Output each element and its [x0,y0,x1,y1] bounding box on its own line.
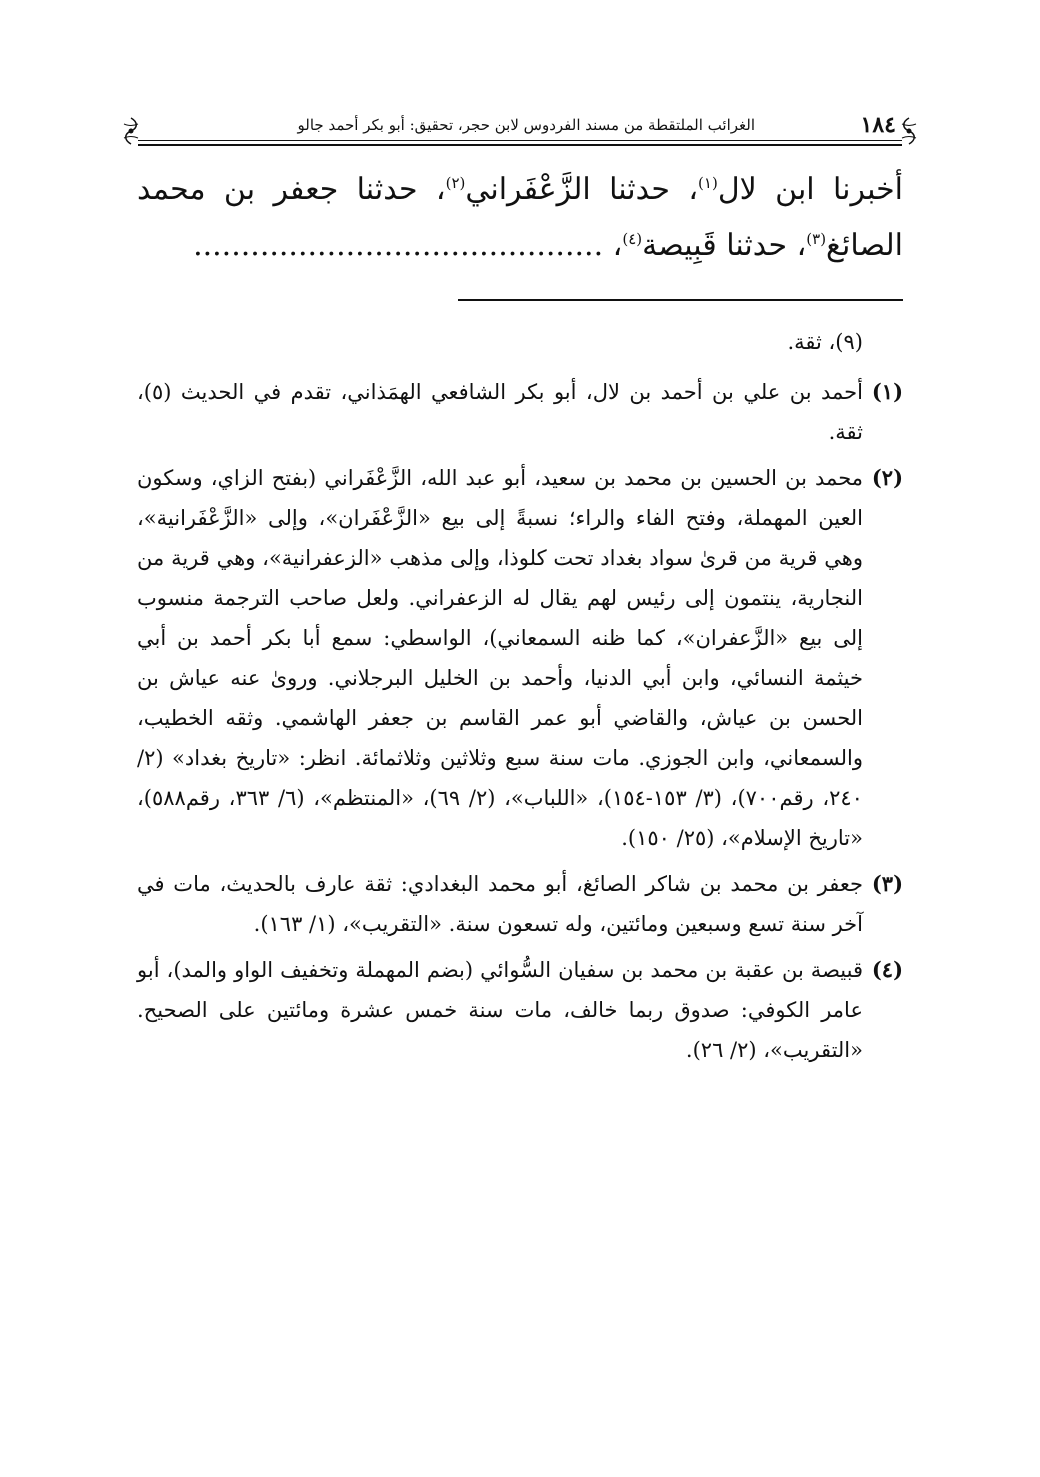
footnote-text: أحمد بن علي بن أحمد بن لال، أبو بكر الشافعي الهمَذاني، تقدم في الحديث (٥)، ثقة. [137,380,863,444]
main-text-segment: الصائغ [826,228,903,263]
header-rule [138,140,902,141]
footnote-ref-2[interactable]: (٢) [445,174,466,192]
main-text-segment: ، حدثنا الزَّعْفَراني [465,172,699,207]
footnote-number: (١) [871,379,903,404]
footnote-text: قبيصة بن عقبة بن محمد بن سفيان السُّوائي (بضم المهملة وتخفيف الواو والمد)، أبو عامر الكوفي: صدوق ربما خالف، مات سنة خمس عشرة ومائتين على الصحيح. «التقريب»، (٢/ ٢٦). [137,958,863,1062]
footnotes [137,322,903,1076]
footnote-1 [137,372,903,452]
main-text-segment: ، [603,228,623,263]
header-rule-thick [138,144,902,146]
footnote-number: (٢) [871,465,903,490]
page-header [120,110,920,150]
footnote-continued: (٩)، ثقة. [787,330,863,354]
main-text-segment: ، حدثنا قَبِيصة [642,228,807,263]
ellipsis-dots: ........................................... [193,228,604,263]
main-text-segment: ، حدثنا جعفر بن محمد [137,172,446,207]
ornament-right-icon [898,116,920,146]
footnote-4 [137,950,903,1070]
main-text [137,162,903,274]
footnote-3 [137,864,903,944]
footnote-ref-3[interactable]: (٣) [806,230,827,248]
footnote-ref-4[interactable]: (٤) [622,230,643,248]
footnote-number: (٤) [871,957,903,982]
footnote-text: جعفر بن محمد بن شاكر الصائغ، أبو محمد البغدادي: ثقة عارف بالحديث، مات في آخر سنة تسع وسبعين ومائتين، وله تسعون سنة. «التقريب»، (١/ ١٦٣). [137,872,863,936]
footnote-separator [458,299,903,301]
footnote-2 [137,458,903,858]
running-title: الغرائب الملتقطة من مسند الفردوس لابن حجر، تحقيق: أبو بكر أحمد جالو [297,116,755,134]
page-number: ١٨٤ [860,112,896,138]
footnote-text: محمد بن الحسين بن محمد بن سعيد، أبو عبد الله، الزَّعْفَراني (بفتح الزاي، وسكون العين المهملة، وفتح الفاء والراء؛ نسبةً إلى بيع «الزَّعْفَران»، وإلى «الزَّعْفَرانية»، وهي قرية من قرىٰ سواد بغداد تحت كلوذا، وإلى مذهب «الزعفرانية»، وهي قرية من النجارية، ينتمون إلى رئيس لهم يقال له الزعفراني. ولعل صاحب الترجمة منسوب إلى بيع «الزَّعفران»، كما ظنه السمعاني)، الواسطي: سمع أبا بكر أحمد بن أبي خيثمة النسائي، وابن أبي الدنيا، وأحمد بن الخليل البرجلاني. وروىٰ عنه عياش بن الحسن بن عياش، والقاضي أبو عمر القاسم بن جعفر الهاشمي. وثقه الخطيب، والسمعاني، وابن الجوزي. مات سنة سبع وثلاثين وثلاثمائة. انظر: «تاريخ بغداد» (٢/ ٢٤٠، رقم٧٠٠)، (٣/ ١٥٣-١٥٤)، «اللباب»، (٢/ ٦٩)، «المنتظم»، (٦/ ٣٦٣، رقم٥٨٨)، «تاريخ الإسلام»، (٢٥/ ١٥٠). [137,466,863,850]
main-text-segment: أخبرنا ابن لال [717,172,903,207]
ornament-left-icon [120,116,142,146]
main-line-2 [137,218,903,274]
footnote-number: (٣) [871,871,903,896]
footnote-ref-1[interactable]: (١) [698,174,718,192]
main-line-1 [137,162,903,218]
